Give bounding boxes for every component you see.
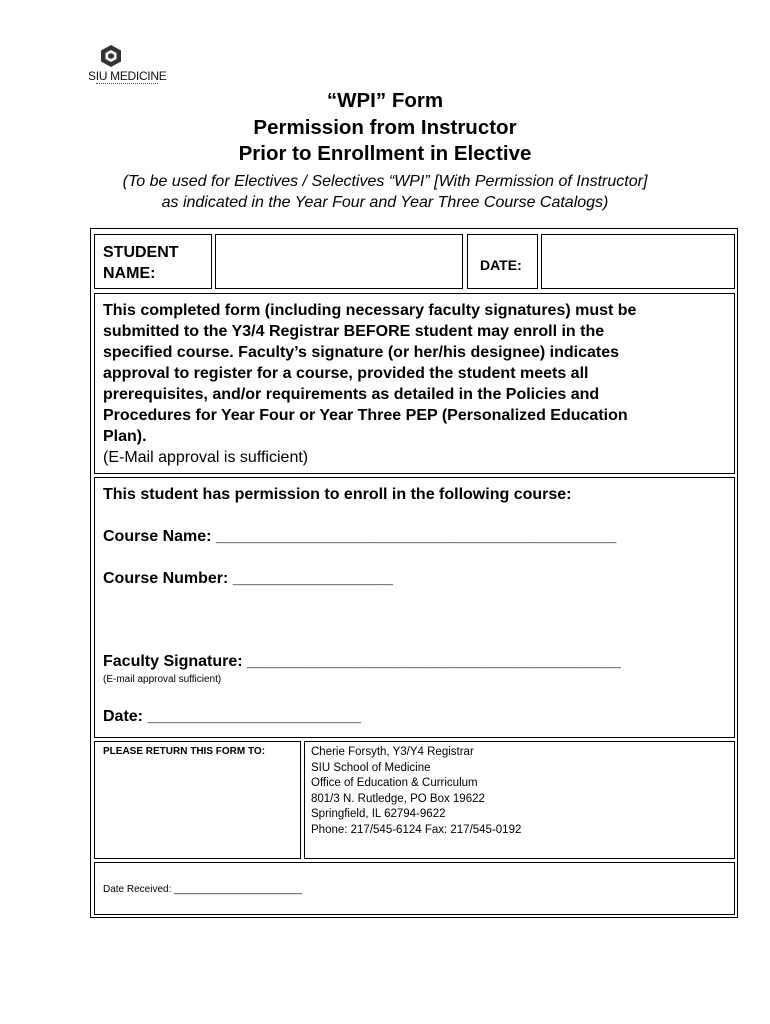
instructions-line: This completed form (including necessary faculty signatures) must be — [103, 302, 637, 319]
date-field[interactable] — [541, 234, 735, 289]
permission-section — [94, 477, 735, 738]
address-line: Springfield, IL 62794-9622 — [311, 808, 446, 820]
instructions-line: approval to register for a course, provided the student meets all — [103, 365, 589, 382]
instructions-box — [94, 293, 735, 474]
form-subtitle-line-2: as indicated in the Year Four and Year Three Course Catalogs) — [161, 194, 609, 211]
form-title-line-3: Prior to Enrollment in Elective — [238, 142, 532, 165]
address-line: Cherie Forsyth, Y3/Y4 Registrar — [311, 746, 474, 758]
instructions-line: Procedures for Year Four or Year Three PEP (Personalized Education — [103, 407, 628, 424]
siu-medicine-logo — [88, 44, 168, 90]
address-line: 801/3 N. Rutledge, PO Box 19622 — [311, 792, 485, 805]
student-name-label — [94, 234, 212, 289]
signature-date-field[interactable]: Date: ________________________ — [103, 708, 362, 725]
logo-text: SIU MEDICINE — [88, 69, 167, 83]
permission-heading: This student has permission to enroll in the following course: — [103, 486, 572, 503]
date-received-field[interactable]: Date Received: _______________________ — [94, 862, 735, 915]
instructions-line: prerequisites, and/or requirements as detailed in the Policies and — [103, 386, 600, 403]
instructions-line: Plan). — [103, 428, 147, 445]
email-approval-small-note: (E-mail approval sufficient) — [103, 674, 222, 685]
wpi-form-table — [90, 228, 738, 918]
form-header — [0, 88, 770, 214]
address-line: SIU School of Medicine — [311, 761, 431, 774]
form-subtitle-line-1: (To be used for Electives / Selectives “WPI” [With Permission of Instructor] — [122, 172, 648, 190]
instructions-line: specified course. Faculty’s signature (or her/his designee) indicates — [103, 344, 620, 361]
form-title: “WPI” Form — [326, 89, 444, 112]
course-number-field[interactable]: Course Number: __________________ — [103, 570, 393, 587]
email-approval-note: (E-Mail approval is sufficient) — [103, 449, 309, 466]
siu-logo-icon — [100, 44, 122, 68]
address-line: Phone: 217/545-6124 Fax: 217/545-0192 — [311, 823, 522, 836]
return-form-label: PLEASE RETURN THIS FORM TO: — [94, 741, 301, 859]
address-line: Office of Education & Curriculum — [311, 777, 478, 789]
date-label: DATE: — [467, 234, 538, 289]
student-label-line-2: NAME: — [103, 265, 156, 282]
return-address — [304, 741, 735, 859]
form-title-line-2: Permission from Instructor — [253, 115, 517, 139]
faculty-signature-field[interactable]: Faculty Signature: __________________________________________ — [103, 653, 621, 670]
course-name-field[interactable]: Course Name: _____________________________________________ — [103, 528, 617, 545]
student-name-field[interactable] — [215, 234, 463, 289]
student-label-line-1: STUDENT — [103, 244, 179, 261]
instructions-line: submitted to the Y3/4 Registrar BEFORE student may enroll in the — [103, 323, 605, 340]
